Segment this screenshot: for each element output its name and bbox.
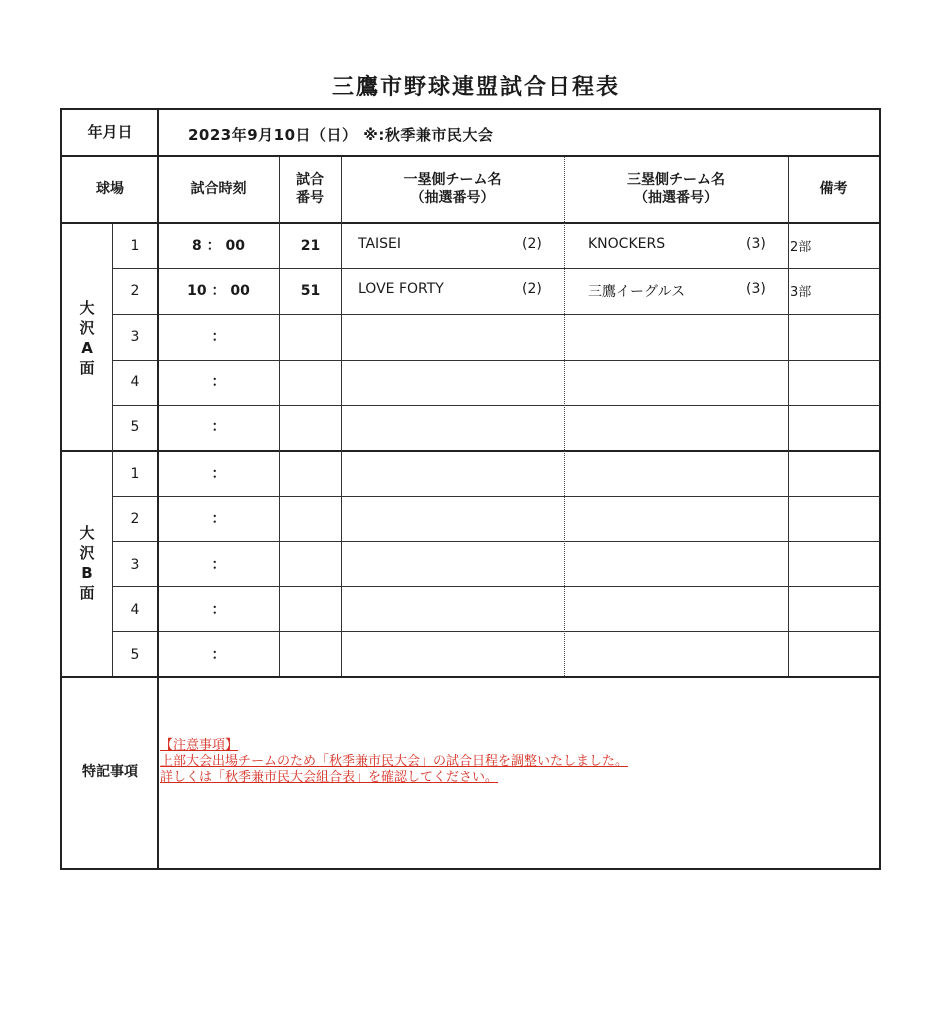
game-number	[280, 497, 341, 542]
first-base-lot: (2)	[522, 281, 542, 297]
note-heading: 【注意事項】	[160, 738, 239, 753]
game-number	[280, 543, 341, 588]
special-notes-label: 特記事項	[82, 764, 138, 781]
game-time: ：	[211, 328, 226, 345]
third-base-team: 三鷹イーグルス	[588, 284, 686, 300]
third-base-lot: (3)	[746, 281, 766, 297]
grid-line-v	[788, 157, 789, 676]
date-label: 年月日	[87, 123, 133, 142]
game-number	[280, 452, 341, 497]
row-number: 3	[130, 328, 140, 345]
row-number: 5	[130, 418, 140, 435]
header-time: 試合時刻	[190, 180, 247, 197]
third-base-lot: (3)	[746, 236, 766, 252]
row-number: 3	[130, 556, 140, 573]
row-number: 5	[130, 646, 140, 663]
venue-b-label: 大沢B面	[79, 524, 95, 602]
header-game-number-line1: 試合	[296, 172, 324, 188]
game-number	[280, 588, 341, 633]
first-base-team: LOVE FORTY	[358, 281, 444, 297]
game-time: ：	[211, 373, 226, 390]
game-time: ：	[211, 646, 226, 663]
special-notes	[160, 738, 860, 786]
document-title: 三鷹市野球連盟試合日程表	[331, 75, 620, 100]
game-number: 51	[300, 282, 321, 299]
game-number: 21	[300, 237, 321, 254]
grid-line-v	[564, 157, 565, 676]
game-time: ：	[211, 510, 226, 527]
header-game-number	[279, 157, 341, 222]
row-number: 2	[130, 282, 140, 299]
game-time: ：	[211, 601, 226, 618]
note-line-1: 上部大会出場チームのため「秋季兼市民大会」の試合日程を調整いたしました。	[160, 754, 629, 769]
header-first-base-team-line2: （抽選番号）	[410, 189, 495, 206]
note-line-2: 詳しくは「秋季兼市民大会組合表」を確認してください。	[160, 770, 499, 785]
game-time: 8 ： 00	[192, 237, 245, 254]
header-game-number-line2: 番号	[296, 189, 324, 206]
header-remarks: 備考	[819, 180, 848, 197]
row-number: 4	[130, 601, 140, 618]
row-number: 1	[130, 237, 140, 254]
game-number	[280, 315, 341, 360]
remark: 2部	[790, 240, 812, 255]
game-number	[280, 360, 341, 405]
game-time: ：	[211, 418, 226, 435]
game-number	[280, 405, 341, 450]
row-number: 1	[130, 465, 140, 482]
first-base-team: TAISEI	[358, 236, 402, 252]
game-time: ：	[211, 465, 226, 482]
first-base-lot: (2)	[522, 236, 542, 252]
grid-line-v	[341, 157, 342, 676]
game-time: 10 ： 00	[187, 282, 250, 299]
header-third-base-team-line1: 三塁側チーム名	[627, 172, 725, 188]
header-first-base-team	[341, 157, 564, 222]
header-first-base-team-line1: 一塁側チーム名	[403, 172, 502, 188]
remark: 3部	[790, 285, 812, 300]
game-number	[280, 633, 341, 678]
header-third-base-team	[564, 157, 788, 222]
third-base-team: KNOCKERS	[588, 236, 666, 252]
venue-a-label: 大沢A面	[79, 299, 95, 377]
row-number: 4	[130, 373, 140, 390]
game-time: ：	[211, 556, 226, 573]
row-number: 2	[130, 510, 140, 527]
header-third-base-team-line2: （抽選番号）	[634, 189, 718, 206]
header-venue: 球場	[96, 180, 124, 197]
date-value: 2023年9月10日（日） ※:秋季兼市民大会	[188, 126, 494, 144]
